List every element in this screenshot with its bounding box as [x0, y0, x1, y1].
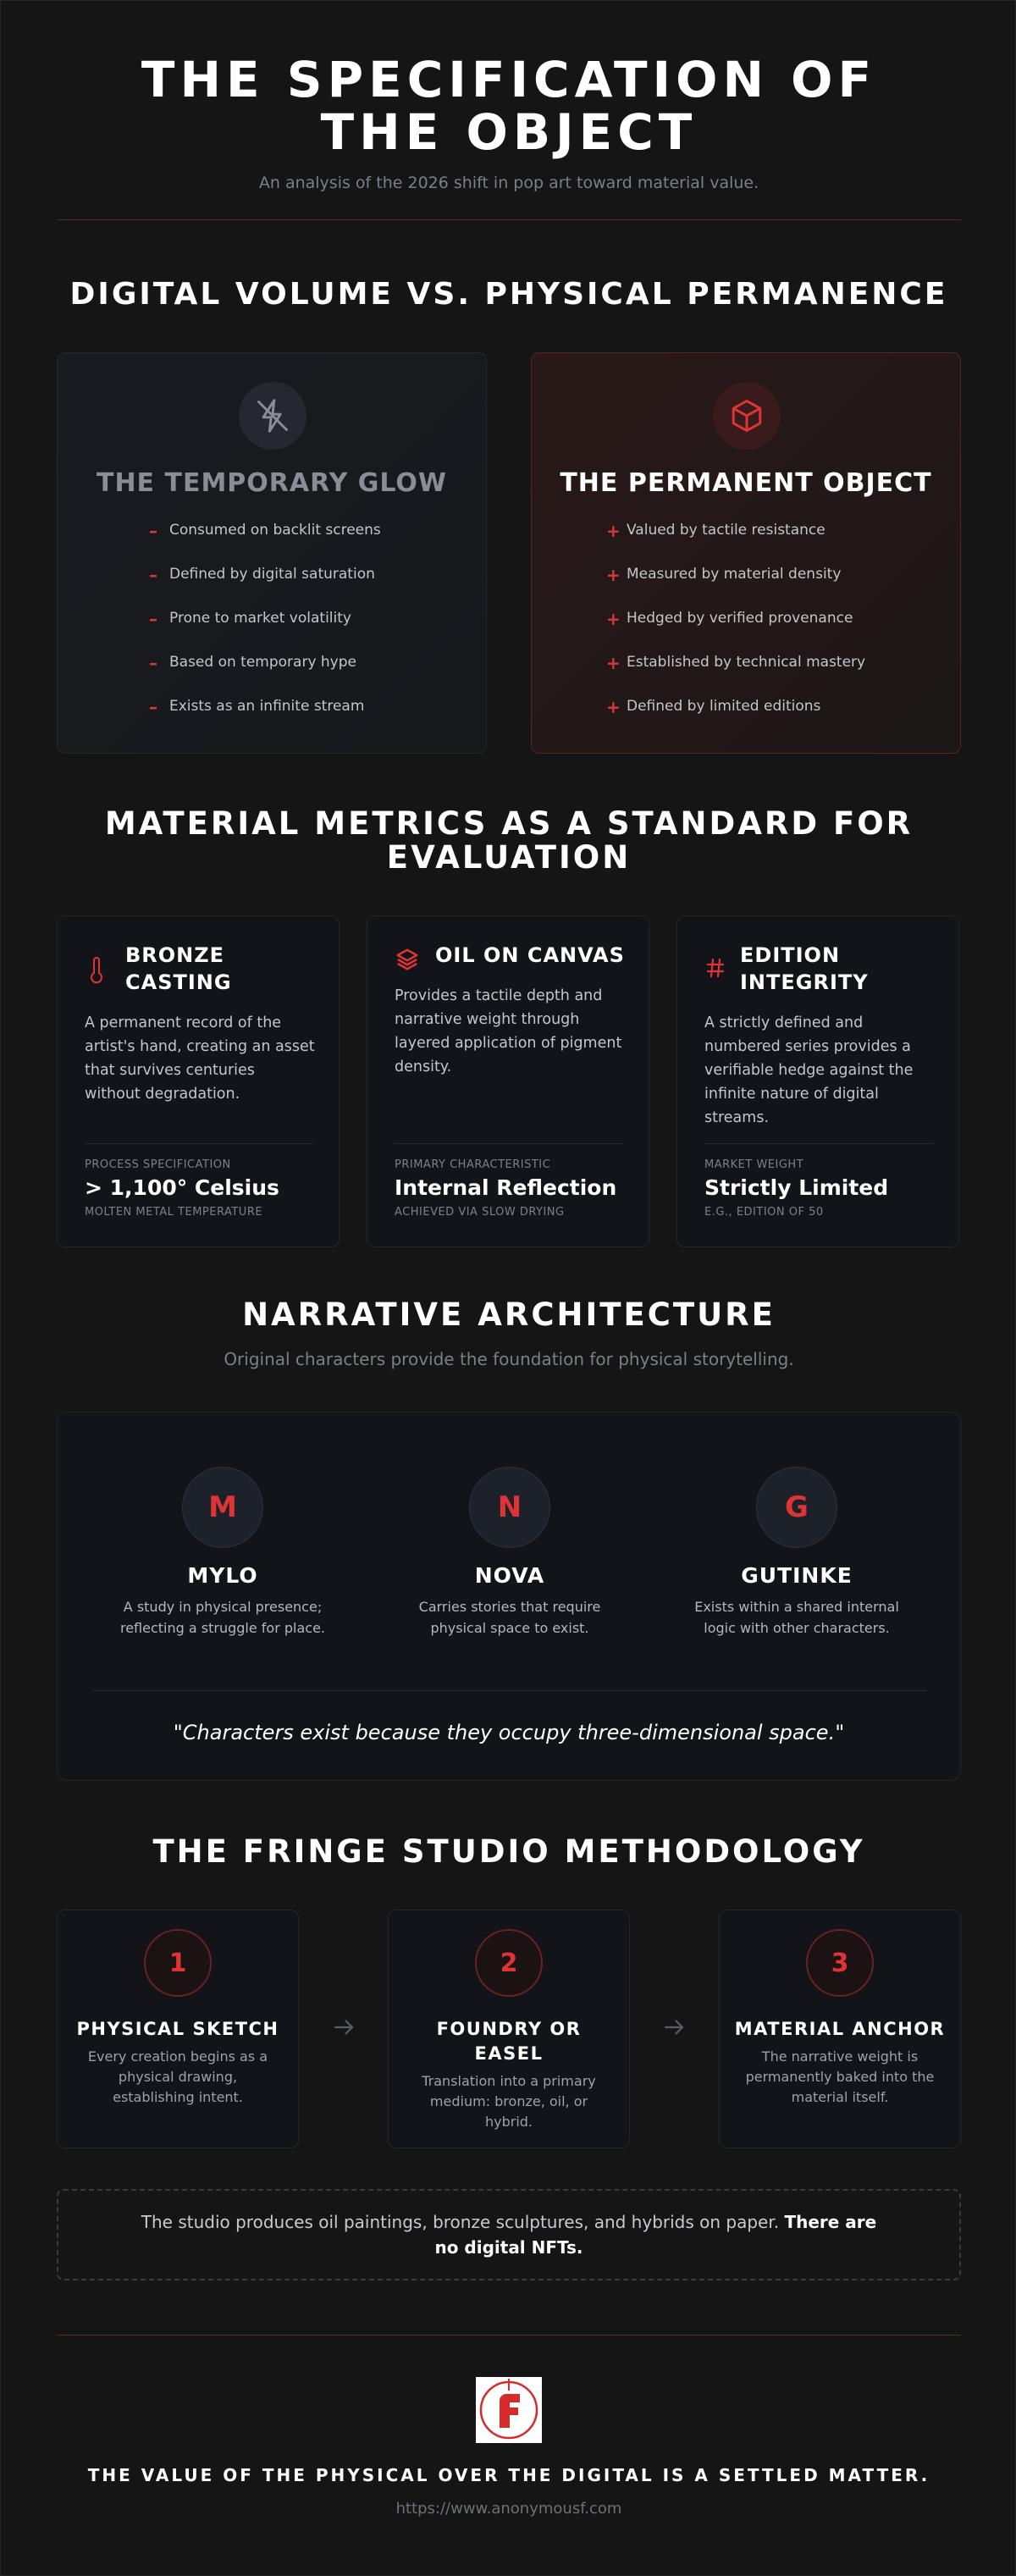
plus-icon: + — [606, 565, 621, 585]
header-divider — [57, 219, 961, 220]
plus-icon: + — [606, 653, 621, 673]
plus-icon: + — [606, 521, 621, 541]
studio-note-text: The studio produces oil paintings, bronze sculptures, and hybrids on paper. — [141, 2212, 780, 2232]
metric-divider — [85, 1143, 313, 1144]
temporary-glow-card — [57, 352, 487, 754]
character-gutinke — [674, 1467, 919, 1639]
permanent-object-list — [606, 521, 865, 741]
character-name: MYLO — [187, 1563, 258, 1588]
permanent-object-heading: THE PERMANENT OBJECT — [560, 468, 932, 498]
minus-icon: – — [149, 609, 157, 629]
step-foundry-or-easel — [388, 1910, 630, 2148]
footer-divider — [57, 2335, 961, 2336]
metric-label: PROCESS SPECIFICATION — [85, 1158, 231, 1171]
narrative-quote: "Characters exist because they occupy three-dimensional space." — [173, 1721, 845, 1744]
thermometer-icon — [86, 957, 107, 982]
fringe-logo-icon — [476, 2377, 542, 2443]
avatar: N — [469, 1467, 550, 1548]
layers-icon — [395, 947, 420, 972]
metric-title: EDITION INTEGRITY — [740, 943, 869, 994]
page-subtitle: An analysis of the 2026 shift in pop art toward material value. — [258, 174, 759, 192]
metric-card-oil — [367, 915, 649, 1247]
methodology-section-title: THE FRINGE STUDIO METHODOLOGY — [152, 1833, 865, 1870]
metric-value: > 1,100° Celsius — [85, 1175, 279, 1200]
character-nova — [387, 1467, 632, 1639]
character-description: Exists within a shared internal logic with other characters. — [694, 1599, 899, 1636]
step-material-anchor — [719, 1910, 961, 2148]
metric-note: MOLTEN METAL TEMPERATURE — [85, 1206, 263, 1219]
narrative-divider — [93, 1690, 926, 1691]
metrics-section-title — [1, 807, 1016, 875]
list-item: – Defined by digital saturation — [149, 565, 375, 585]
list-item: – Exists as an infinite stream — [149, 697, 365, 717]
metric-card-edition — [676, 915, 959, 1247]
metric-note: E.G., EDITION OF 50 — [704, 1206, 824, 1219]
metric-value: Strictly Limited — [704, 1175, 889, 1200]
list-item: + Established by technical mastery — [606, 653, 866, 673]
flash-off-icon — [239, 382, 306, 450]
page-title-line1: THE SPECIFICATION OF — [141, 51, 877, 108]
metric-note: ACHIEVED VIA SLOW DRYING — [395, 1206, 565, 1219]
metric-title: BRONZE CASTING — [125, 943, 232, 994]
step-description: Every creation begins as a physical drawing, establishing intent. — [87, 2048, 268, 2105]
step-number: 3 — [806, 1929, 874, 1997]
list-item: + Hedged by verified provenance — [606, 609, 853, 629]
character-mylo — [100, 1467, 345, 1639]
step-physical-sketch — [57, 1910, 299, 2148]
temporary-glow-list — [149, 521, 381, 741]
page-title-line2: THE OBJECT — [320, 103, 698, 161]
minus-icon: – — [149, 565, 157, 585]
narrative-card — [57, 1412, 961, 1781]
plus-icon: + — [606, 609, 621, 629]
list-item: + Defined by limited editions — [606, 697, 821, 717]
permanent-object-card — [531, 352, 961, 754]
narrative-section-title: NARRATIVE ARCHITECTURE — [242, 1296, 776, 1333]
studio-note — [57, 2189, 961, 2280]
arrow-right-icon — [331, 2015, 356, 2040]
character-description: A study in physical presence; reflecting a struggle for place. — [119, 1599, 325, 1636]
list-item: – Based on temporary hype — [149, 653, 356, 673]
avatar: G — [756, 1467, 837, 1548]
minus-icon: – — [149, 653, 157, 673]
step-title: PHYSICAL SKETCH — [76, 2019, 279, 2039]
list-item: + Measured by material density — [606, 565, 842, 585]
page-title — [1, 51, 1016, 161]
metric-body: A permanent record of the artist's hand, creating an asset that survives centuries without degradation. — [85, 1014, 315, 1103]
hash-icon — [706, 957, 726, 982]
character-name: GUTINKE — [741, 1563, 853, 1588]
step-description: The narrative weight is permanently baked into the material itself. — [745, 2048, 935, 2105]
metric-title: OIL ON CANVAS — [435, 943, 625, 967]
list-item: – Prone to market volatility — [149, 609, 351, 629]
avatar: M — [182, 1467, 263, 1548]
metric-label: PRIMARY CHARACTERISTIC — [395, 1158, 551, 1171]
footer-url-link[interactable]: https://www.anonymousf.com — [395, 2500, 622, 2518]
list-item: + Valued by tactile resistance — [606, 521, 826, 541]
character-name: NOVA — [474, 1563, 545, 1588]
temporary-glow-heading: THE TEMPORARY GLOW — [96, 468, 448, 498]
comparison-section-title: DIGITAL VOLUME VS. PHYSICAL PERMANENCE — [69, 277, 948, 312]
metrics-title-line2: EVALUATION — [386, 839, 632, 876]
step-title: FOUNDRY OR EASEL — [436, 2019, 582, 2064]
step-number: 1 — [144, 1929, 212, 1997]
footer-tagline: THE VALUE OF THE PHYSICAL OVER THE DIGITAL IS A SETTLED MATTER. — [87, 2465, 930, 2485]
metric-card-bronze — [57, 915, 340, 1247]
minus-icon: – — [149, 697, 157, 717]
cube-icon — [713, 382, 781, 450]
metric-label: MARKET WEIGHT — [704, 1158, 804, 1171]
metric-divider — [395, 1143, 623, 1144]
list-item: – Consumed on backlit screens — [149, 521, 381, 541]
character-description: Carries stories that require physical space to exist. — [418, 1599, 601, 1636]
metric-body: A strictly defined and numbered series provides a verifiable hedge against the infinite nature of digital streams. — [704, 1014, 914, 1126]
arrow-right-icon — [661, 2015, 687, 2040]
metric-body: Provides a tactile depth and narrative weight through layered application of pigment density. — [395, 987, 622, 1075]
plus-icon: + — [606, 697, 621, 717]
metric-divider — [704, 1143, 933, 1144]
step-number: 2 — [475, 1929, 543, 1997]
step-description: Translation into a primary medium: bronze, oil, or hybrid. — [422, 2073, 596, 2130]
minus-icon: – — [149, 521, 157, 541]
step-title: MATERIAL ANCHOR — [734, 2019, 946, 2039]
studio-note-emphasis: There are no digital NFTs. — [434, 2212, 877, 2258]
narrative-subtitle: Original characters provide the foundation for physical storytelling. — [224, 1349, 794, 1369]
metric-value: Internal Reflection — [395, 1175, 617, 1200]
metrics-title-line1: MATERIAL METRICS AS A STANDARD FOR — [104, 805, 914, 842]
